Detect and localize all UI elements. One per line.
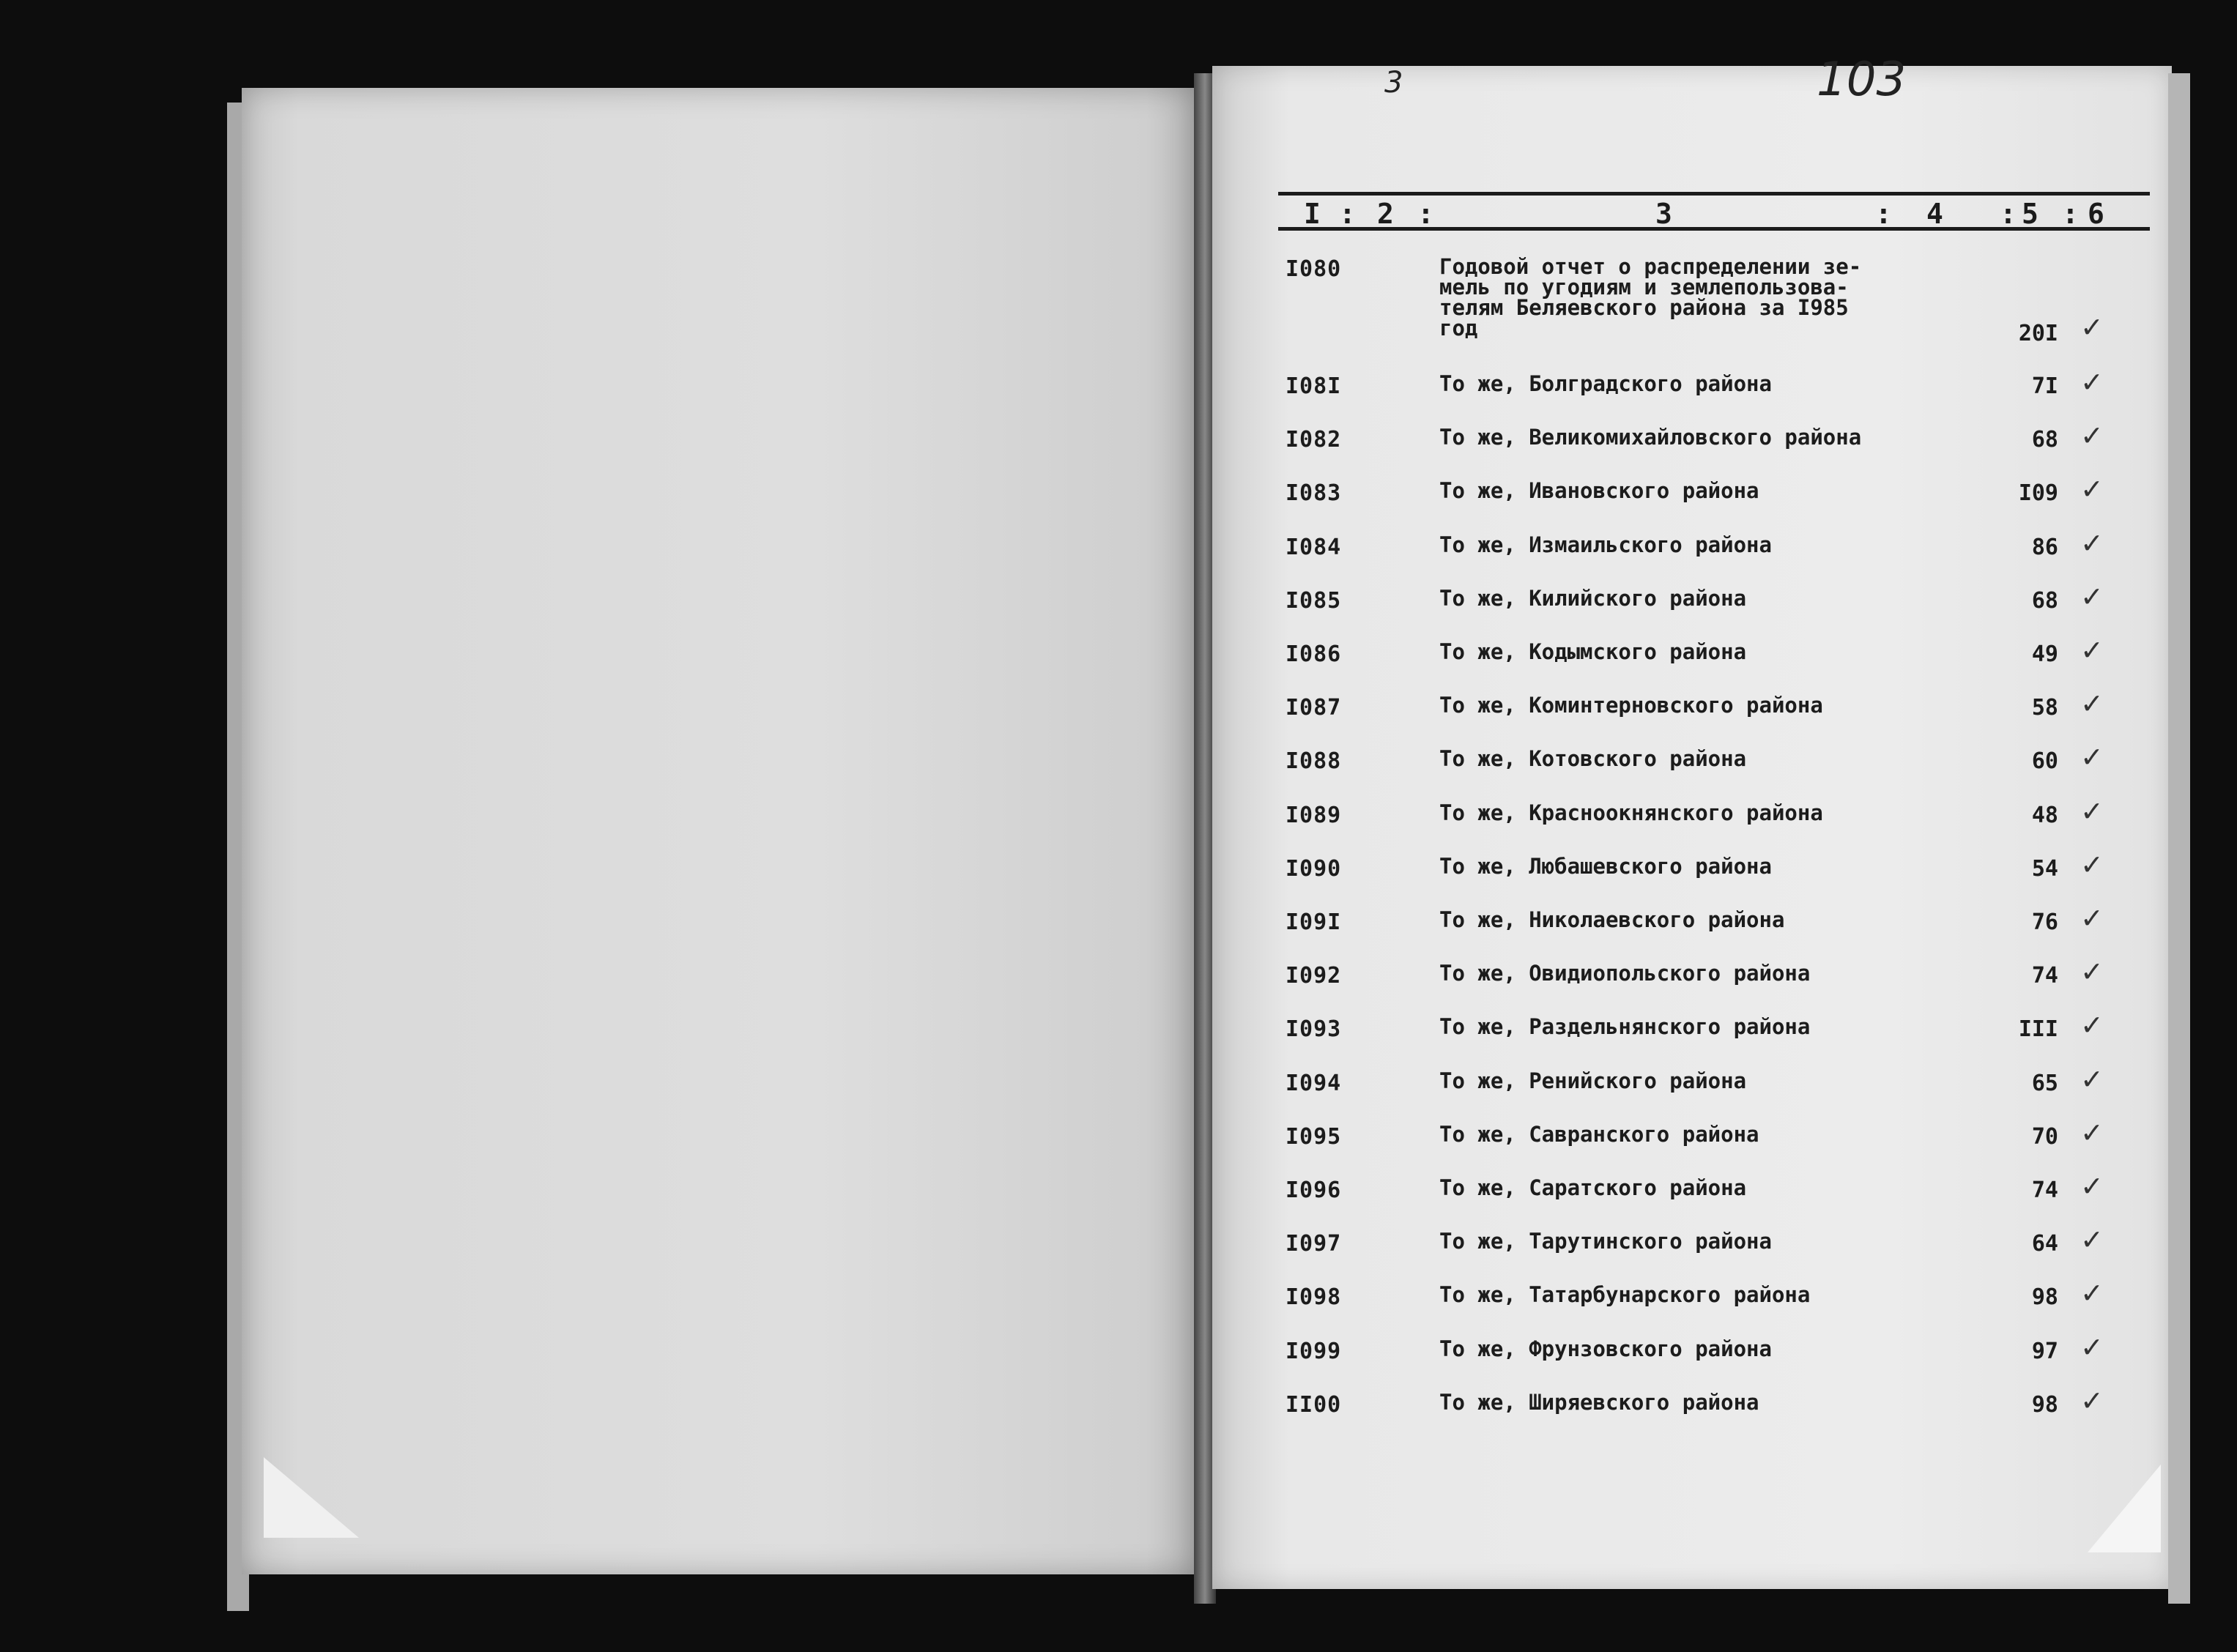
row-page-count: 68: [2031, 427, 2058, 453]
row-title: То же, Красноокнянского района: [1439, 800, 1823, 825]
row-title: То же, Ширяевского района: [1439, 1389, 1759, 1415]
check-mark-icon: ✓: [2080, 420, 2104, 453]
check-mark-icon: ✓: [2080, 688, 2104, 721]
row-title: То же, Болградского района: [1439, 371, 1772, 396]
row-number: I094: [1286, 1070, 1342, 1096]
header-rule-bottom: [1278, 227, 2150, 231]
row-title: То же, Измаильского района: [1439, 532, 1772, 557]
row-title: То же, Ренийского района: [1439, 1068, 1747, 1093]
check-mark-icon: ✓: [2080, 473, 2104, 506]
table-row: [0, 473, 2237, 524]
column-header-2: 2: [1377, 198, 1394, 230]
table-row: [0, 741, 2237, 792]
table-row: [0, 902, 2237, 953]
row-number: I089: [1286, 802, 1342, 828]
row-number: I090: [1286, 855, 1342, 882]
row-number: I096: [1286, 1177, 1342, 1203]
row-page-count: 54: [2031, 855, 2058, 882]
row-number: I087: [1286, 695, 1342, 721]
table-row: [0, 420, 2237, 471]
column-header-3: 3: [1655, 198, 1672, 230]
row-title: То же, Кодымского района: [1439, 639, 1747, 664]
column-header-1: I: [1304, 198, 1321, 230]
check-mark-icon: ✓: [2080, 634, 2104, 666]
check-mark-icon: ✓: [2080, 741, 2104, 774]
check-mark-icon: ✓: [2080, 580, 2104, 613]
check-mark-icon: ✓: [2080, 366, 2104, 398]
column-separator: :: [1875, 198, 1892, 230]
right-photo-corner: [2088, 1465, 2161, 1552]
column-separator: :: [1417, 198, 1434, 230]
row-page-count: 64: [2031, 1231, 2058, 1257]
row-page-count: 74: [2031, 963, 2058, 989]
row-title: То же, Овидиопольского района: [1439, 961, 1811, 986]
row-page-count: 97: [2031, 1338, 2058, 1364]
row-page-count: 48: [2031, 802, 2058, 828]
check-mark-icon: ✓: [2080, 902, 2104, 934]
row-page-count: 98: [2031, 1391, 2058, 1418]
row-title: То же, Ивановского района: [1439, 478, 1759, 504]
row-title: То же, Килийского района: [1439, 585, 1747, 611]
table-row: [0, 1277, 2237, 1328]
check-mark-icon: ✓: [2080, 1063, 2104, 1095]
row-number: I095: [1286, 1123, 1342, 1150]
table-row: [0, 366, 2237, 417]
row-page-count: 7I: [2031, 373, 2058, 399]
check-mark-icon: ✓: [2080, 848, 2104, 881]
row-title: То же, Великомихайловского района: [1439, 425, 1862, 450]
column-separator: :: [2000, 198, 2017, 230]
check-mark-icon: ✓: [2080, 795, 2104, 827]
check-mark-icon: ✓: [2080, 1116, 2104, 1149]
row-title: То же, Фрунзовского района: [1439, 1336, 1772, 1361]
row-number: I08I: [1286, 373, 1342, 399]
row-number: I092: [1286, 963, 1342, 989]
table-row: [0, 956, 2237, 1007]
row-page-count: 58: [2031, 695, 2058, 721]
check-mark-icon: ✓: [2080, 1170, 2104, 1202]
row-number: I080: [1286, 256, 1342, 282]
check-mark-icon: ✓: [2080, 1277, 2104, 1310]
column-header-6: 6: [2088, 198, 2104, 230]
page-number: 3: [1384, 66, 1403, 100]
row-title: То же, Любашевского района: [1439, 853, 1772, 879]
header-rule-top: [1278, 192, 2150, 196]
column-header-4: 4: [1926, 198, 1943, 230]
row-number: I09I: [1286, 909, 1342, 935]
row-number: I093: [1286, 1016, 1342, 1043]
row-page-count: I09: [2018, 480, 2058, 507]
row-title: То же, Коминтерновского района: [1439, 693, 1823, 718]
row-title: То же, Котовского района: [1439, 746, 1747, 772]
table-row: [0, 580, 2237, 632]
check-mark-icon: ✓: [2080, 527, 2104, 559]
table-row: [0, 1063, 2237, 1115]
column-separator: :: [2062, 198, 2079, 230]
check-mark-icon: ✓: [2080, 1384, 2104, 1417]
table-row: [0, 634, 2237, 685]
row-title: Годовой отчет о распределении зе- мель по угодиям и землепользова- телям Беляевского района за I985 год: [1439, 254, 1862, 341]
row-number: I085: [1286, 587, 1342, 614]
check-mark-icon: ✓: [2080, 1009, 2104, 1042]
column-separator: :: [1339, 198, 1356, 230]
check-mark-icon: ✓: [2080, 311, 2104, 343]
check-mark-icon: ✓: [2080, 1331, 2104, 1363]
row-page-count: 70: [2031, 1123, 2058, 1150]
row-page-count: 74: [2031, 1177, 2058, 1203]
row-page-count: 98: [2031, 1284, 2058, 1311]
row-page-count: III: [2018, 1016, 2058, 1043]
table-row: [0, 527, 2237, 578]
table-row: [0, 1116, 2237, 1168]
left-photo-corner: [264, 1457, 359, 1538]
row-page-count: 86: [2031, 534, 2058, 560]
row-title: То же, Николаевского района: [1439, 907, 1785, 932]
row-number: II00: [1286, 1391, 1342, 1418]
table-row: [0, 1331, 2237, 1383]
table-row: [0, 254, 2237, 346]
row-page-count: 20I: [2018, 321, 2058, 346]
row-number: I083: [1286, 480, 1342, 507]
row-page-count: 76: [2031, 909, 2058, 935]
row-number: I084: [1286, 534, 1342, 560]
row-title: То же, Раздельнянского района: [1439, 1014, 1811, 1040]
table-row: [0, 688, 2237, 739]
table-row: [0, 795, 2237, 847]
row-title: То же, Саратского района: [1439, 1175, 1747, 1200]
folio-number: 103: [1817, 53, 1907, 107]
row-page-count: 60: [2031, 748, 2058, 775]
row-number: I082: [1286, 427, 1342, 453]
row-title: То же, Татарбунарского района: [1439, 1282, 1811, 1308]
row-number: I097: [1286, 1231, 1342, 1257]
table-row: [0, 848, 2237, 900]
row-number: I088: [1286, 748, 1342, 775]
row-page-count: 65: [2031, 1070, 2058, 1096]
table-row: [0, 1384, 2237, 1436]
row-title: То же, Савранского района: [1439, 1121, 1759, 1147]
table-row: [0, 1170, 2237, 1221]
row-page-count: 49: [2031, 641, 2058, 667]
row-number: I086: [1286, 641, 1342, 667]
table-row: [0, 1224, 2237, 1275]
check-mark-icon: ✓: [2080, 956, 2104, 989]
row-title: То же, Тарутинского района: [1439, 1229, 1772, 1254]
row-number: I099: [1286, 1338, 1342, 1364]
column-header-5: 5: [2022, 198, 2038, 230]
row-number: I098: [1286, 1284, 1342, 1311]
row-page-count: 68: [2031, 587, 2058, 614]
check-mark-icon: ✓: [2080, 1224, 2104, 1257]
table-row: [0, 1009, 2237, 1060]
